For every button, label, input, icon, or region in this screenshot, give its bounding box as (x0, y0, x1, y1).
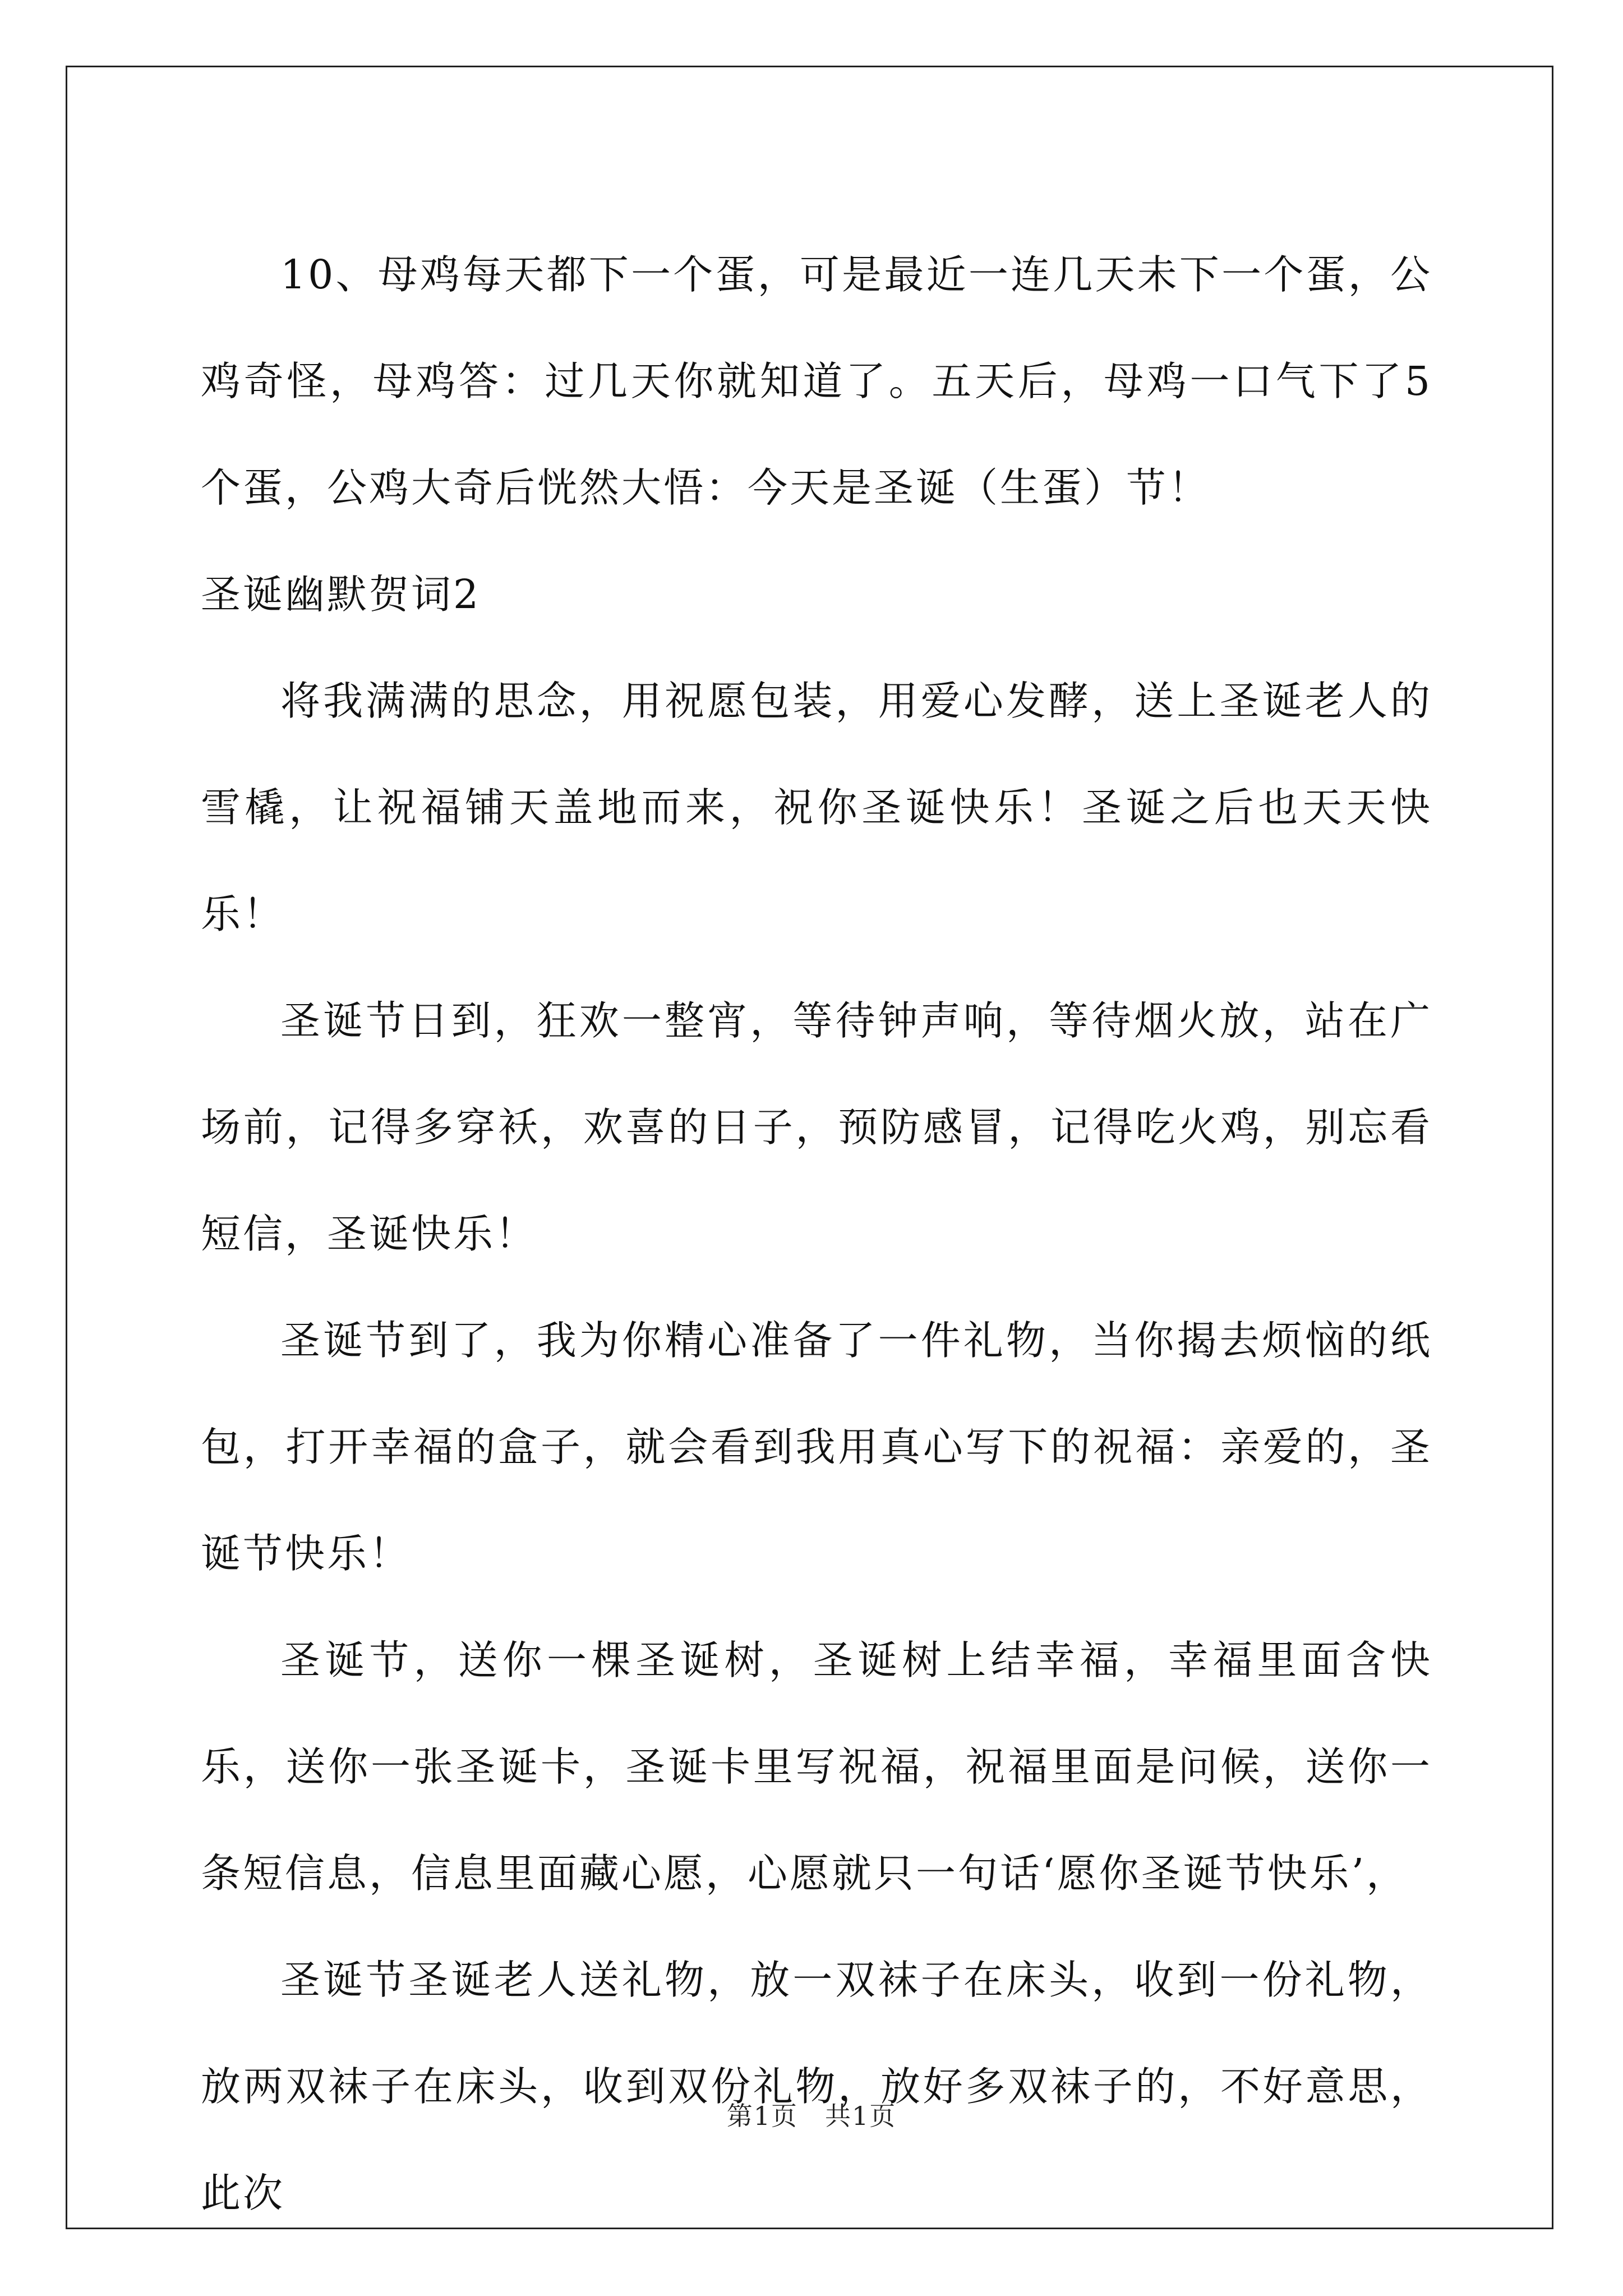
paragraph-4: 圣诞节，送你一棵圣诞树，圣诞树上结幸福，幸福里面含快乐，送你一张圣诞卡，圣诞卡里写祝福，祝福里面是问候，送你一条短信息，信息里面藏心愿，心愿就只一句话‘愿你圣诞节快乐’， (201, 1637, 1432, 1897)
paragraph-1: 将我满满的思念，用祝愿包装，用爱心发酵，送上圣诞老人的雪橇，让祝福铺天盖地而来，祝你圣诞快乐！圣诞之后也天天快乐！ (201, 678, 1432, 937)
paragraph-5: 圣诞节圣诞老人送礼物，放一双袜子在床头，收到一份礼物，放两双袜子在床头，收到双份礼物，放好多双袜子的，不好意思，此次 (201, 1957, 1432, 2216)
section-heading: 圣诞幽默贺词2 (201, 571, 481, 618)
paragraph-intro: 10、母鸡每天都下一个蛋，可是最近一连几天未下一个蛋，公鸡奇怪，母鸡答：过几天你就知道了。五天后，母鸡一口气下了5个蛋，公鸡大奇后恍然大悟：今天是圣诞（生蛋）节！ (201, 251, 1432, 511)
document-content (201, 222, 1432, 2247)
paragraph-2: 圣诞节日到，狂欢一整宵，等待钟声响，等待烟火放，站在广场前，记得多穿袄，欢喜的日子，预防感冒，记得吃火鸡，别忘看短信，圣诞快乐！ (201, 997, 1432, 1257)
paragraph-3: 圣诞节到了，我为你精心准备了一件礼物，当你揭去烦恼的纸包，打开幸福的盒子，就会看到我用真心写下的祝福：亲爱的，圣诞节快乐！ (201, 1317, 1432, 1577)
page-number-footer: 第1页 共1页 (726, 2101, 897, 2131)
